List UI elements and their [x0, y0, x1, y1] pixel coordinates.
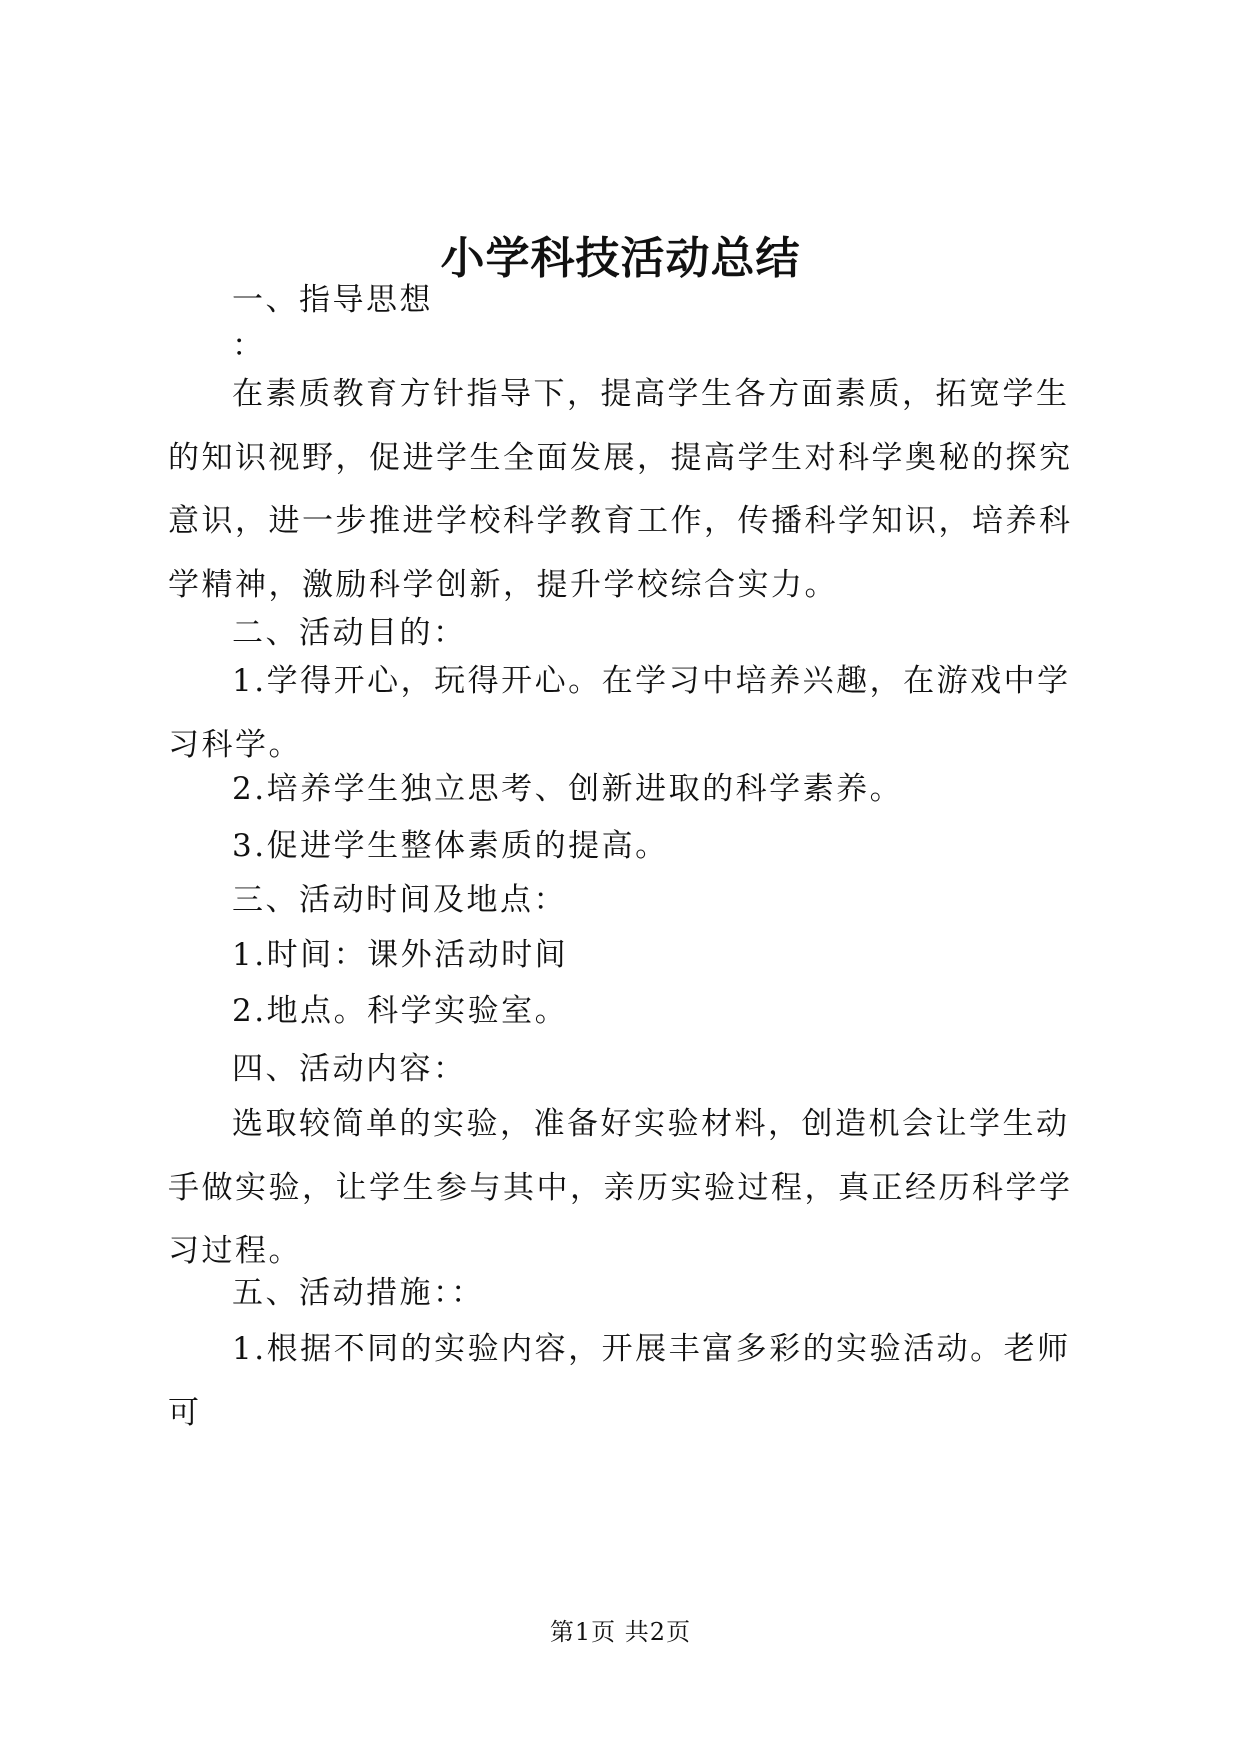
- heading-time-location: 三、活动时间及地点：: [232, 882, 567, 918]
- purpose-item-1: 1.学得开心，玩得开心。在学习中培养兴趣，在游戏中学习科学。: [168, 663, 1071, 763]
- paragraph-guiding-ideology: 在素质教育方针指导下，提高学生各方面素质，拓宽学生的知识视野，促进学生全面发展，提高学生对科学奥秘的探究意识，进一步推进学校科学教育工作，传播科学知识，培养科学精神，激励科学创新，提升学校综合实力。: [168, 376, 1073, 603]
- heading-activity-measures: 五、活动措施：：: [232, 1275, 485, 1311]
- purpose-item-2: 2.培养学生独立思考、创新进取的科学素养。: [232, 771, 904, 807]
- page-footer: 第1页 共2页: [549, 1618, 692, 1646]
- heading-activity-purpose: 二、活动目的：: [232, 615, 467, 651]
- measures-item-1: 1.根据不同的实验内容，开展丰富多彩的实验活动。老师可: [168, 1331, 1071, 1431]
- time-item: 1.时间：课外活动时间: [232, 937, 569, 973]
- location-item: 2.地点。科学实验室。: [232, 993, 569, 1029]
- paragraph-activity-content: 选取较简单的实验，准备好实验材料，创造机会让学生动手做实验，让学生参与其中，亲历实验过程，真正经历科学学习过程。: [168, 1106, 1073, 1269]
- heading-guiding-ideology: 一、指导思想: [232, 282, 433, 318]
- purpose-item-3: 3.促进学生整体素质的提高。: [232, 828, 669, 864]
- colon-line: ：: [232, 328, 266, 364]
- document-title: 小学科技活动总结: [440, 233, 801, 284]
- heading-activity-content: 四、活动内容：: [232, 1051, 467, 1087]
